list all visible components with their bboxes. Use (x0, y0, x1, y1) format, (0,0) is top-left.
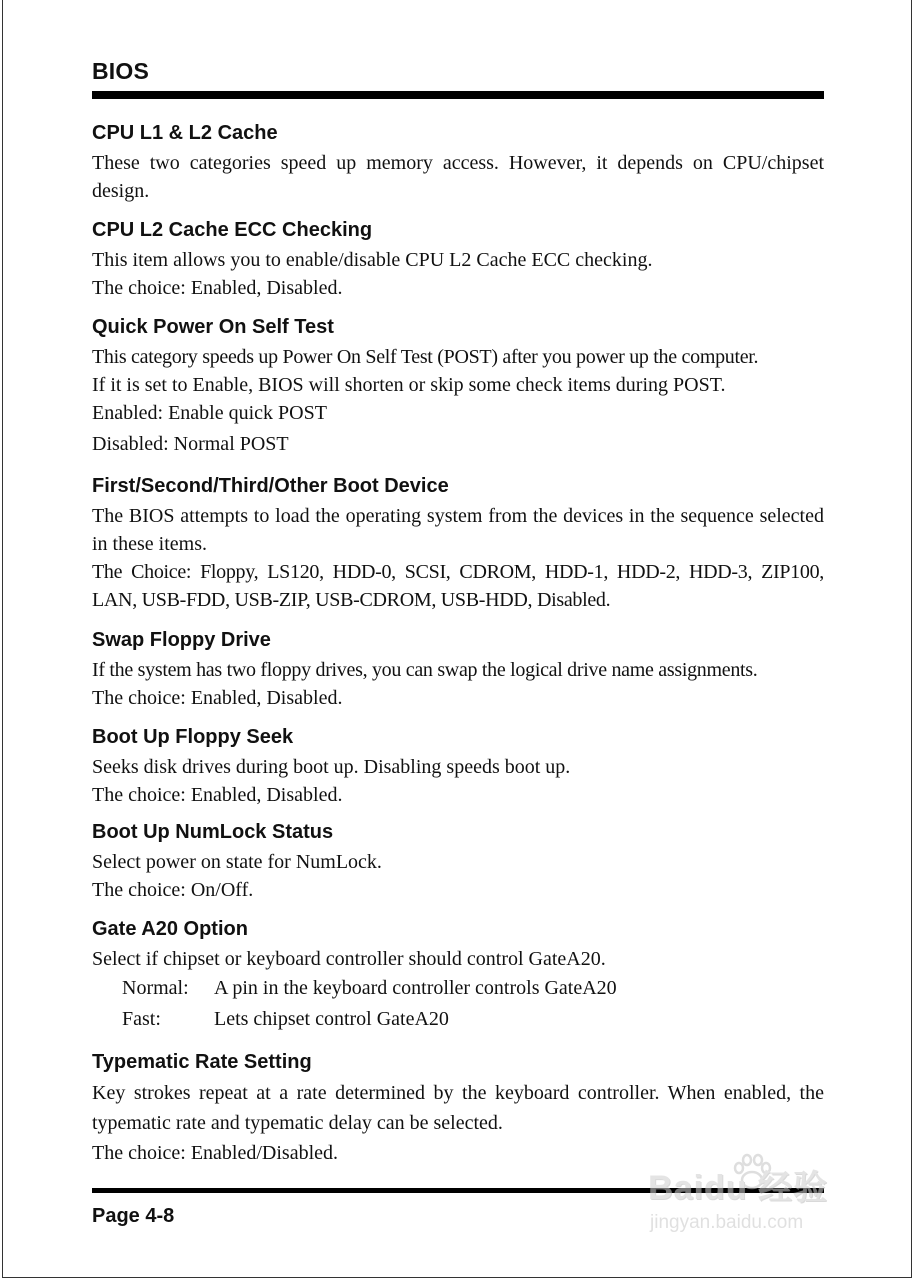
watermark-logo: Baidu 经验 (648, 1169, 828, 1207)
paragraph: Select if chipset or keyboard controller should control GateA20. (92, 948, 606, 970)
document-body (92, 120, 824, 1168)
section-floppy-seek (92, 724, 824, 809)
paragraph: This item allows you to enable/disable CPU L2 Cache ECC checking. (92, 249, 653, 271)
paragraph: The choice: On/Off. (92, 879, 254, 901)
page-number: Page 4-8 (92, 1205, 175, 1227)
section-heading: Boot Up Floppy Seek (92, 726, 294, 748)
paragraph: Disabled: Normal POST (92, 433, 289, 455)
paragraph: Seeks disk drives during boot up. Disabling speeds boot up. (92, 756, 571, 778)
paragraph: Enabled: Enable quick POST (92, 402, 327, 424)
section-heading: Gate A20 Option (92, 918, 248, 940)
section-heading: First/Second/Third/Other Boot Device (92, 475, 449, 497)
paragraph: The Choice: Floppy, LS120, HDD-0, SCSI, CDROM, HDD-1, HDD-2, HDD-3, ZIP100, LAN, USB-FDD, USB-ZIP, USB-CDROM, USB-HDD, Disabled. (92, 561, 824, 611)
paragraph: The choice: Enabled/Disabled. (92, 1142, 339, 1164)
section-heading: Boot Up NumLock Status (92, 821, 334, 843)
section-numlock (92, 819, 824, 904)
paragraph: The choice: Enabled, Disabled. (92, 784, 343, 806)
watermark-url: jingyan.baidu.com (650, 1212, 804, 1233)
section-cpu-cache (92, 120, 824, 205)
paragraph: Select power on state for NumLock. (92, 851, 382, 873)
paragraph: If it is set to Enable, BIOS will shorten or skip some check items during POST. (92, 374, 726, 396)
section-quick-post (92, 314, 824, 458)
section-boot-device (92, 473, 824, 614)
section-heading: CPU L1 & L2 Cache (92, 122, 278, 144)
option-value: Lets chipset control GateA20 (214, 1008, 449, 1030)
section-heading: Typematic Rate Setting (92, 1051, 312, 1073)
page-header-title: BIOS (92, 58, 150, 84)
section-gate-a20 (92, 916, 824, 1035)
paragraph: This category speeds up Power On Self Test (POST) after you power up the computer. (92, 346, 759, 368)
section-heading: CPU L2 Cache ECC Checking (92, 219, 373, 241)
option-row (92, 1004, 824, 1035)
paragraph: If the system has two floppy drives, you can swap the logical drive name assignments. (92, 659, 758, 681)
option-row (92, 973, 824, 1004)
section-cpu-l2-ecc (92, 217, 824, 302)
option-key: Normal: (122, 977, 189, 999)
paragraph: The choice: Enabled, Disabled. (92, 277, 343, 299)
paragraph: Key strokes repeat at a rate determined by the keyboard controller. When enabled, the typematic rate and typematic delay can be selected. (92, 1082, 824, 1134)
paragraph: These two categories speed up memory access. However, it depends on CPU/chipset design. (92, 152, 824, 202)
option-value: A pin in the keyboard controller controls GateA20 (214, 977, 617, 999)
section-heading: Quick Power On Self Test (92, 316, 334, 338)
section-swap-floppy (92, 627, 824, 712)
baidu-watermark (648, 1150, 863, 1250)
paragraph: The BIOS attempts to load the operating system from the devices in the sequence selected in these items. (92, 505, 824, 555)
header-rule (92, 91, 824, 99)
option-key: Fast: (122, 1008, 161, 1030)
paragraph: The choice: Enabled, Disabled. (92, 687, 343, 709)
section-heading: Swap Floppy Drive (92, 629, 271, 651)
